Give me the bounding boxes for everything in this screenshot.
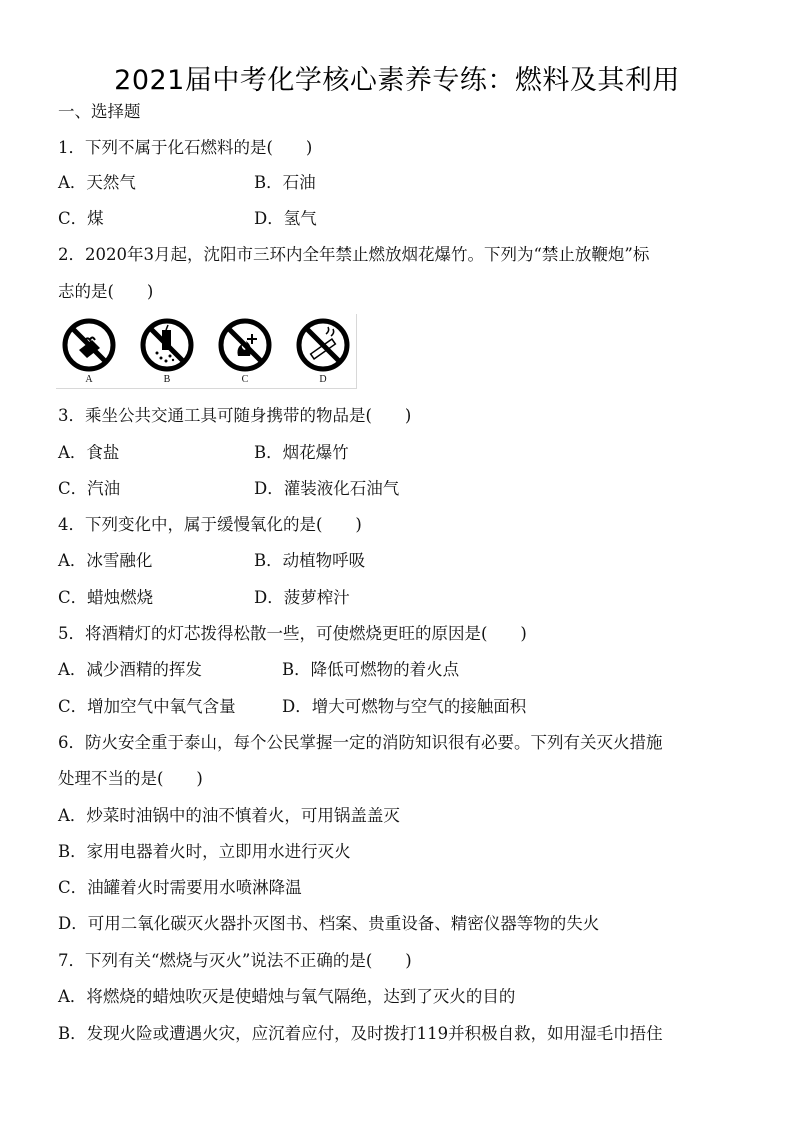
section-heading: 一、选择题 <box>58 102 141 121</box>
question-6-stem-line-1: 6．防火安全重于泰山，每个公民掌握一定的消防知识很有必要。下列有关灭火措施 <box>58 733 663 752</box>
question-4-stem: 4．下列变化中，属于缓慢氧化的是( ) <box>58 515 362 534</box>
q3-option-b: B．烟花爆竹 <box>254 443 349 462</box>
sign-label-c: C <box>241 374 249 385</box>
question-3-stem: 3．乘坐公共交通工具可随身携带的物品是( ) <box>58 406 412 425</box>
sign-label-a: A <box>85 374 93 385</box>
q5-option-d: D．增大可燃物与空气的接触面积 <box>282 697 527 716</box>
sign-label-d: D <box>319 374 327 385</box>
q5-option-c: C．增加空气中氧气含量 <box>58 697 236 716</box>
q4-option-d: D．菠萝榨汁 <box>254 588 350 607</box>
q3-option-d: D．灌装液化石油气 <box>254 479 400 498</box>
no-fireworks-icon <box>218 318 272 372</box>
sign-option-a <box>62 318 116 388</box>
page-title: 2021届中考化学核心素养专练：燃料及其利用 <box>114 65 680 96</box>
q4-option-b: B．动植物呼吸 <box>254 551 366 570</box>
q3-option-c: C．汽油 <box>58 479 121 498</box>
sign-label-b: B <box>163 374 171 385</box>
question-2-stem-line-2: 志的是( ) <box>58 282 154 301</box>
q6-option-d: D．可用二氧化碳灭火器扑灭图书、档案、贵重设备、精密仪器等物的失火 <box>58 914 600 933</box>
q5-option-b: B．降低可燃物的着火点 <box>282 660 460 679</box>
prohibition-signs <box>56 314 357 389</box>
q1-option-c: C．煤 <box>58 209 104 228</box>
q6-option-a: A．炒菜时油锅中的油不慎着火，可用锅盖盖灭 <box>58 806 400 825</box>
q1-option-a: A．天然气 <box>58 173 136 192</box>
q1-option-d: D．氢气 <box>254 209 317 228</box>
q6-option-c: C．油罐着火时需要用水喷淋降温 <box>58 878 302 897</box>
no-smoking-icon <box>296 318 350 372</box>
question-6-stem-line-2: 处理不当的是( ) <box>58 769 203 788</box>
q6-option-b: B．家用电器着火时，立即用水进行灭火 <box>58 842 351 861</box>
q4-option-a: A．冰雪融化 <box>58 551 153 570</box>
question-7-stem: 7．下列有关“燃烧与灭火”说法不正确的是( ) <box>58 951 412 970</box>
question-2-stem-line-1: 2．2020年3月起，沈阳市三环内全年禁止燃放烟花爆竹。下列为“禁止放鞭炮”标 <box>58 245 650 264</box>
no-firecracker-icon <box>140 318 194 372</box>
sign-option-d <box>296 318 350 388</box>
question-5-stem: 5．将酒精灯的灯芯拨得松散一些，可使燃烧更旺的原因是( ) <box>58 624 527 643</box>
q3-option-a: A．食盐 <box>58 443 120 462</box>
q5-option-a: A．减少酒精的挥发 <box>58 660 202 679</box>
q4-option-c: C．蜡烛燃烧 <box>58 588 154 607</box>
question-1-stem: 1．下列不属于化石燃料的是( ) <box>58 138 313 157</box>
no-burning-icon <box>62 318 116 372</box>
q7-option-b: B．发现火险或遭遇火灾，应沉着应付，及时拨打119并积极自救，如用湿毛巾捂住 <box>58 1024 663 1043</box>
sign-option-b <box>140 318 194 388</box>
q1-option-b: B．石油 <box>254 173 316 192</box>
sign-option-c <box>218 318 272 388</box>
q7-option-a: A．将燃烧的蜡烛吹灭是使蜡烛与氧气隔绝，达到了灭火的目的 <box>58 987 516 1006</box>
